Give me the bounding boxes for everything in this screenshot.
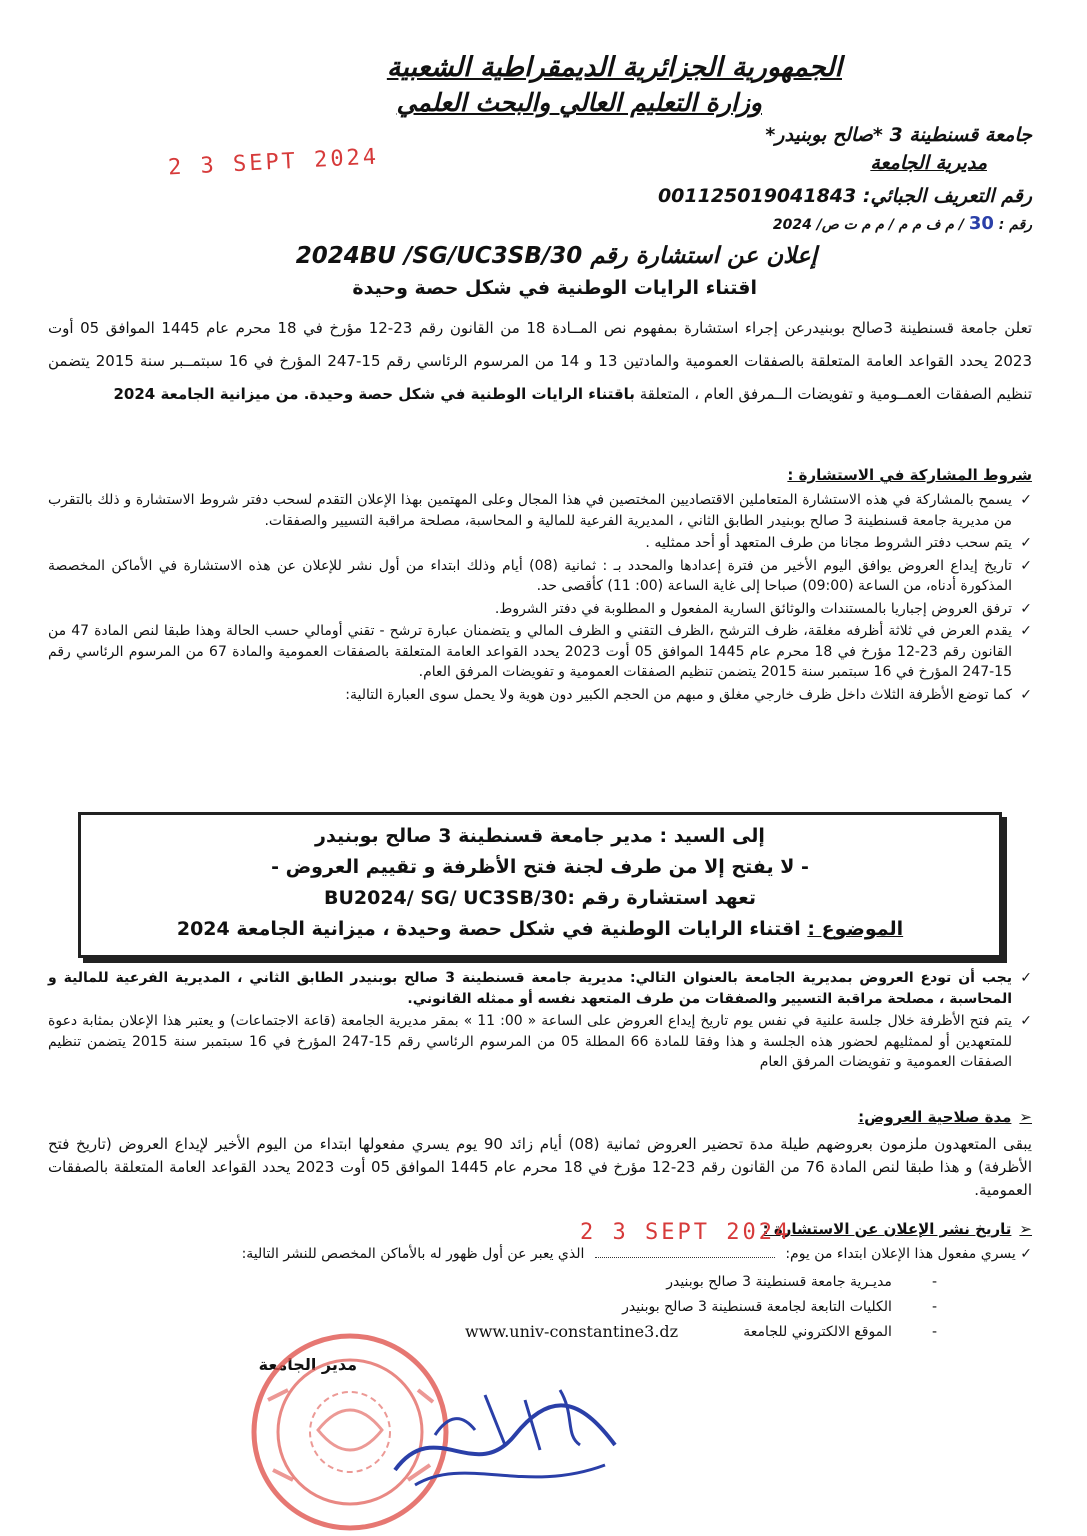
list-item: ✓ تاريخ إيداع العروض يوافق اليوم الأخير من فترة إعدادها والمحدد بـ : ثمانية (08) أيام وذلك ابتداء من أول نشر للإعلان عن هذه الاستشارة في الأماكن المخصصة المذكورة أدناه، من الساعة (09:00) صباحا إلى غاية الساعة (00: 11) كأقصى حد. [48,557,1032,594]
envelope-line-notice: - لا يفتح إلا من طرف لجنة فتح الأظرفة و تقييم العروض - [271,856,809,878]
tax-id-label: رقم التعريف الجبائي: [862,185,1032,207]
date-stamp: 2 3 SEPT 2024 [167,144,380,181]
publication-line-end: الذي يعبر عن أول ظهور له بالأماكن المخصص للنشر التالية: [241,1246,585,1262]
envelope-subject-label: الموضوع : [807,918,904,940]
envelope-line-number: تعهد استشارة رقم :BU2024/ SG/ UC3SB/30 [323,887,756,909]
participation-heading: شروط المشاركة في الاستشارة : [787,466,1032,484]
publication-heading: ➢تاريخ نشر الإعلان عن الاستشارة : [762,1220,1032,1238]
republic-title: الجمهورية الجزائرية الديمقراطية الشعبية [386,52,842,83]
signer-title: مدير الجامعة [258,1355,357,1374]
check-icon: ✓ [1020,557,1032,574]
check-icon: ✓ [1020,970,1032,986]
publication-line-start: يسري مفعول هذا الإعلان ابتداء من يوم: [785,1246,1016,1262]
list-item: ✓ يتم فتح الأظرفة خلال جلسة علنية في نفس يوم تاريخ إيداع العروض على الساعة « 00: 11 » بمقر مديرية الجامعة (قاعة الاجتماعات) و يعتبر هذا الإعلان بمثابة دعوة للمتعهدين أو لممثليهم لحضور هذه الجلسة و هذا وفقا للمادة 66 المطلة 05 من المرسوم الرئاسي رقم 15-247 المؤرخ في 16 سبتمبر سنة 2015 يتضمن تنظيم الصفقات العمومية و تفويضات المرفق العام [48,1013,1032,1070]
publication-date-stamp: 2 3 SEPT 2024 [580,1220,792,1245]
reference-code: / م ف م م / م م ت ص/ 2024 [772,217,964,233]
announcement-number: 2024BU /SG/UC3SB/30 [295,243,583,269]
list-item: ✓ يقدم العرض في ثلاثة أظرفه مغلقة، ظرف الترشح ،الظرف التقني و الظرف المالي و يتضمنان عبارة ترشح - تقني أومالي حسب الحالة وهذا طبقا لنص المادة 47 من القانون رقم 23-12 مؤرخ في 18 محرم عام 1445 الموافق 05 أوت 2023 يحدد القواعد العامة المتعلقة بالصفقات العمومية والمادة 67 من المرسوم الرئاسي رقم 15-247 المؤرخ في 16 سبتمبر سنة 2015 يتضمن تنظيم الصفقات العمومية و تفويضات المرفق العام. [48,623,1032,680]
list-item: -الكليات التابعة لجامعة قسنطينة 3 صالح بوبنيدر [622,1299,937,1315]
participation-list [48,490,1032,707]
envelope-line-subject [81,914,999,945]
check-icon: ✓ [1020,623,1032,639]
envelope-line-recipient: إلى السيد : مدير جامعة قسنطينة 3 صالح بوبنيدر [315,825,765,847]
tax-id-line [658,185,1032,207]
validity-text: يبقى المتعهدون ملزمون بعروضهم طيلة مدة تحضير العروض ثمانية (08) أيام زائد 90 يوم يسري مفعولها ابتداء من اليوم الأخير لإيداع العروض (تاريخ فتح الأظرفة) و هذا طبقا لنص المادة 76 من القانون رقم 23-12 مؤرخ في 18 محرم عام 1445 الموافق 05 أوت 2023 يحدد القواعد العامة المتعلقة بالصفقات العمومية. [48,1135,1032,1199]
reference-label: رقم : [998,217,1032,233]
arrow-icon: ➢ [1019,1220,1032,1238]
directorate-name: مديرية الجامعة [870,152,987,174]
reference-line [773,213,1032,234]
validity-heading: ➢مدة صلاحية العروض: [858,1108,1032,1126]
intro-paragraph [48,312,1032,411]
envelope-label-box [78,812,1002,958]
tax-id-value: 001125019041843 [657,185,857,207]
date-blank [595,1257,775,1258]
deposit-list [48,968,1032,1075]
list-item: -الموقع الالكتروني للجامعة [743,1324,937,1340]
list-item: -مديـرية جامعة قسنطينة 3 صالح بوبنيدر [666,1274,937,1290]
announcement-title [296,243,817,269]
announcement-title-prefix: إعلان عن استشارة رقم [590,243,817,269]
handwritten-signature-icon [375,1375,635,1500]
check-icon: ✓ [1020,535,1032,551]
list-item: ✓ ترفق العروض إجباريا بالمستندات والوثائق السارية المفعول و المطلوبة في دفتر الشروط. [48,599,1032,620]
arrow-icon: ➢ [1019,1108,1032,1126]
reference-number: 30 [968,213,994,234]
check-icon: ✓ [1020,1013,1032,1029]
check-icon: ✓ [1020,600,1032,617]
check-icon: ✓ [1020,492,1032,508]
university-website: www.univ-constantine3.dz [465,1322,679,1341]
list-item: ✓ كما توضع الأظرفة الثلاث داخل ظرف خارجي مغلق و مبهم من الحجم الكبير دون هوية ولا يحمل سوى العبارة التالية: [48,685,1032,706]
intro-text: تعلن جامعة قسنطينة 3صالح بوبنيدرعن إجراء استشارة بمفهوم نص المــادة 18 من القانون رقم 23-12 مؤرخ في 18 محرم عام 1445 الموافق 05 أوت 2023 يحدد القواعد العامة المتعلقة بالصفقات العمومية والمادتين 13 و 14 من المرسوم الرئاسي رقم 15-247 المؤرخ في 16 سبتمــبر سنة 2015 يتضمن تنظيم الصفقات العمــومية و تفويضات الــمرفق العام ، المتعلقة [48,319,1033,403]
list-item: ✓ يتم سحب دفتر الشروط مجانا من طرف المتعهد أو أحد ممثليه . [48,533,1032,554]
publication-line [48,1246,1032,1262]
list-item: ✓ يسمح بالمشاركة في هذه الاستشارة المتعاملين الاقتصاديين المختصين في هذا المجال وعلى المهتمين بهذا الإعلان التقدم لسحب دفتر شروط الاستشارة و ذلك بالتقرب من مديرية جامعة قسنطينة 3 صالح بوبنيدر الطابق الثاني ، المديرية الفرعية للمالية و المحاسبة، مصلحة مراقبة التسيير والصفقات. [48,492,1032,529]
ministry-title: وزارة التعليم العالي والبحث العلمي [396,88,762,117]
envelope-subject-text: اقتناء الرايات الوطنية في شكل حصة وحيدة ، ميزانية الجامعة 2024 [176,918,801,940]
check-icon: ✓ [1020,1246,1032,1262]
list-item: ✓ يجب أن تودع العروض بمديرية الجامعة بالعنوان التالي: مديرية جامعة قسنطينة 3 صالح بوبنيدر الطابق الثاني ، المديرية الفرعية للمالية و المحاسبة ، مصلحة مراقبة التسيير والصفقات من طرف المتعهد نفسه أو ممثله القانوني. [48,970,1032,1007]
announcement-subject: اقتناء الرايات الوطنية في شكل حصة وحيدة [352,277,757,299]
check-icon: ✓ [1020,686,1032,703]
intro-bold-text: باقتناء الرايات الوطنية في شكل حصة وحيدة. من ميزانية الجامعة 2024 [113,385,635,403]
university-name: جامعة قسنطينة 3 *صالح بوبنيدر* [765,124,1032,146]
